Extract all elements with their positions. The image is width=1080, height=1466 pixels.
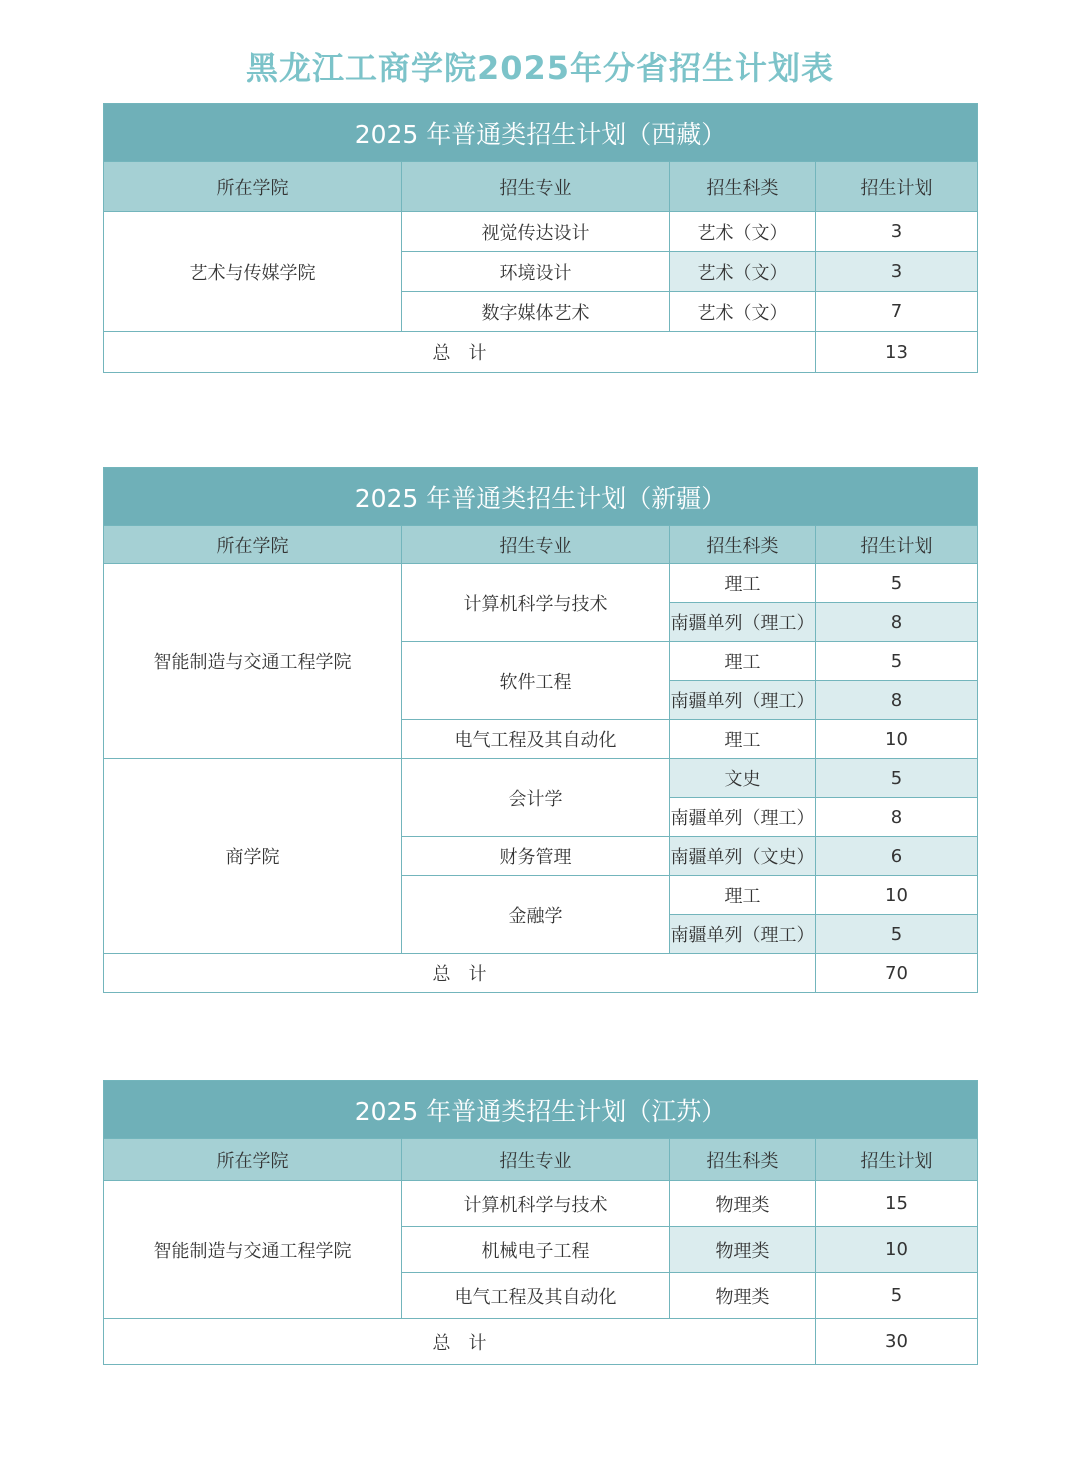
total-label: 总 计 <box>104 332 816 373</box>
major-cell: 会计学 <box>402 759 670 837</box>
table-row <box>104 564 978 603</box>
quota-cell: 7 <box>816 292 978 332</box>
category-cell: 南疆单列（理工） <box>670 603 816 642</box>
total-row <box>104 1319 978 1365</box>
quota-cell: 8 <box>816 603 978 642</box>
quota-cell: 10 <box>816 720 978 759</box>
plan-table-xinjiang <box>103 467 978 993</box>
plan-table-xizang <box>103 103 978 373</box>
college-cell: 商学院 <box>104 759 402 954</box>
total-value: 70 <box>816 954 978 993</box>
total-row <box>104 332 978 373</box>
quota-cell: 3 <box>816 252 978 292</box>
col-header-category: 招生科类 <box>670 1139 816 1181</box>
category-cell: 南疆单列（理工） <box>670 798 816 837</box>
category-cell: 理工 <box>670 564 816 603</box>
major-cell: 电气工程及其自动化 <box>402 720 670 759</box>
quota-cell: 5 <box>816 642 978 681</box>
quota-cell: 5 <box>816 1273 978 1319</box>
col-header-major: 招生专业 <box>402 526 670 564</box>
major-cell: 财务管理 <box>402 837 670 876</box>
major-cell: 计算机科学与技术 <box>402 564 670 642</box>
category-cell: 南疆单列（理工） <box>670 681 816 720</box>
major-cell: 数字媒体艺术 <box>402 292 670 332</box>
category-cell: 物理类 <box>670 1181 816 1227</box>
major-cell: 电气工程及其自动化 <box>402 1273 670 1319</box>
table-row <box>104 759 978 798</box>
col-header-quota: 招生计划 <box>816 162 978 212</box>
table-row <box>104 212 978 252</box>
table-row <box>104 1181 978 1227</box>
col-header-major: 招生专业 <box>402 1139 670 1181</box>
college-cell: 艺术与传媒学院 <box>104 212 402 332</box>
quota-cell: 5 <box>816 915 978 954</box>
college-cell: 智能制造与交通工程学院 <box>104 564 402 759</box>
major-cell: 金融学 <box>402 876 670 954</box>
category-cell: 艺术（文） <box>670 292 816 332</box>
category-cell: 艺术（文） <box>670 252 816 292</box>
plan-table-jiangsu <box>103 1080 978 1365</box>
total-label: 总 计 <box>104 1319 816 1365</box>
category-cell: 艺术（文） <box>670 212 816 252</box>
college-cell: 智能制造与交通工程学院 <box>104 1181 402 1319</box>
quota-cell: 10 <box>816 876 978 915</box>
quota-cell: 15 <box>816 1181 978 1227</box>
category-cell: 理工 <box>670 642 816 681</box>
category-cell: 南疆单列（理工） <box>670 915 816 954</box>
col-header-category: 招生科类 <box>670 526 816 564</box>
col-header-college: 所在学院 <box>104 1139 402 1181</box>
category-cell: 物理类 <box>670 1227 816 1273</box>
col-header-quota: 招生计划 <box>816 526 978 564</box>
quota-cell: 5 <box>816 564 978 603</box>
total-label: 总 计 <box>104 954 816 993</box>
quota-cell: 3 <box>816 212 978 252</box>
major-cell: 计算机科学与技术 <box>402 1181 670 1227</box>
major-cell: 环境设计 <box>402 252 670 292</box>
category-cell: 理工 <box>670 720 816 759</box>
major-cell: 软件工程 <box>402 642 670 720</box>
table-title: 2025 年普通类招生计划（新疆） <box>104 468 978 526</box>
category-cell: 文史 <box>670 759 816 798</box>
quota-cell: 6 <box>816 837 978 876</box>
major-cell: 视觉传达设计 <box>402 212 670 252</box>
table-title: 2025 年普通类招生计划（西藏） <box>104 104 978 162</box>
quota-cell: 10 <box>816 1227 978 1273</box>
table-title: 2025 年普通类招生计划（江苏） <box>104 1081 978 1139</box>
total-value: 30 <box>816 1319 978 1365</box>
page-title: 黑龙江工商学院2025年分省招生计划表 <box>245 49 835 87</box>
col-header-category: 招生科类 <box>670 162 816 212</box>
category-cell: 物理类 <box>670 1273 816 1319</box>
quota-cell: 8 <box>816 681 978 720</box>
col-header-major: 招生专业 <box>402 162 670 212</box>
total-value: 13 <box>816 332 978 373</box>
category-cell: 南疆单列（文史） <box>670 837 816 876</box>
total-row <box>104 954 978 993</box>
category-cell: 理工 <box>670 876 816 915</box>
col-header-college: 所在学院 <box>104 526 402 564</box>
col-header-quota: 招生计划 <box>816 1139 978 1181</box>
major-cell: 机械电子工程 <box>402 1227 670 1273</box>
quota-cell: 5 <box>816 759 978 798</box>
quota-cell: 8 <box>816 798 978 837</box>
col-header-college: 所在学院 <box>104 162 402 212</box>
